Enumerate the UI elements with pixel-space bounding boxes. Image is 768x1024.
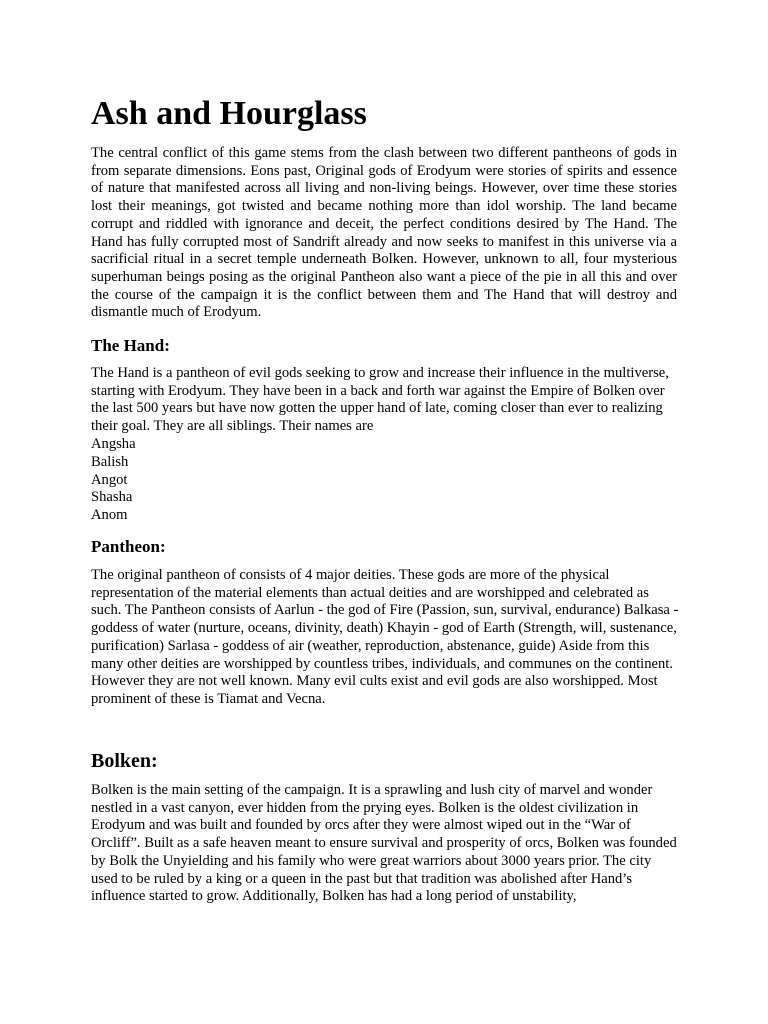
list-item: Angsha: [91, 436, 136, 452]
section-body-the-hand: The Hand is a pantheon of evil gods seeking to grow and increase their influence in the multiverse, starting with Erodyum. They have been in a back and forth war against the Empire of Bolken over the last 500 years but have now gotten the upper hand of late, coming closer than ever to realizing their goal. They are all siblings. Their names are: [91, 365, 669, 435]
section-heading-the-hand: The Hand:: [91, 336, 170, 355]
section-body-bolken: Bolken is the main setting of the campaign. It is a sprawling and lush city of marvel and wonder nestled in a vast canyon, ever hidden from the prying eyes. Bolken is the oldest civilization in Erodyum and was built and founded by orcs after they were almost wiped out in the “War of Orcliff”. Built as a safe heaven meant to ensure survival and prosperity of orcs, Bolken was founded by Bolk the Unyielding and his family who were great warriors about 3000 years prior. The city used to be ruled by a king or a queen in the past but that tradition was abolished after Hand’s influence started to grow. Additionally, Bolken has had a long period of unstability,: [91, 782, 677, 905]
hand-names-list: [91, 436, 136, 525]
list-item: Balish: [91, 453, 129, 470]
list-item: Shasha: [91, 489, 133, 506]
section-heading-bolken: Bolken:: [91, 750, 158, 772]
document-title: Ash and Hourglass: [91, 95, 367, 132]
section-body-pantheon: The original pantheon of consists of 4 major deities. These gods are more of the physical representation of the material elements than actual deities and are worshipped and celebrated as such. The Pantheon consists of Aarlun - the god of Fire (Passion, sun, survival, endurance) Balkasa - goddess of water (nurture, oceans, divinity, death) Khayin - god of Earth (Strength, will, sustenance, purification) Sarlasa - goddess of air (weather, reproduction, abstenance, guide) Aside from this many other deities are worshipped by countless tribes, individuals, and communes on the continent. However they are not well known. Many evil cults exist and evil gods are also worshipped. Most prominent of these is Tiamat and Vecna.: [91, 567, 679, 707]
intro-paragraph: The central conflict of this game stems from the clash between two different pantheons of gods in from separate dimensions. Eons past, Original gods of Erodyum were stories of spirits and essence of nature that manifested across all living and non-living beings. However, over time these stories lost their meanings, got twisted and became nothing more than idol worship. The land became corrupt and riddled with ignorance and deceit, the perfect conditions desired by The Hand. The Hand has fully corrupted most of Sandrift already and now seeks to manifest in this universe via a sacrificial ritual in a secret temple underneath Bolken. However, unknown to all, four mysterious superhuman beings posing as the original Pantheon also want a piece of the pie in all this and over the course of the campaign it is the conflict between them and The Hand that will destroy and dismantle much of Erodyum.: [91, 145, 677, 321]
list-item: Anom: [91, 507, 128, 524]
list-item: Angot: [91, 471, 128, 488]
section-heading-pantheon: Pantheon:: [91, 537, 166, 556]
